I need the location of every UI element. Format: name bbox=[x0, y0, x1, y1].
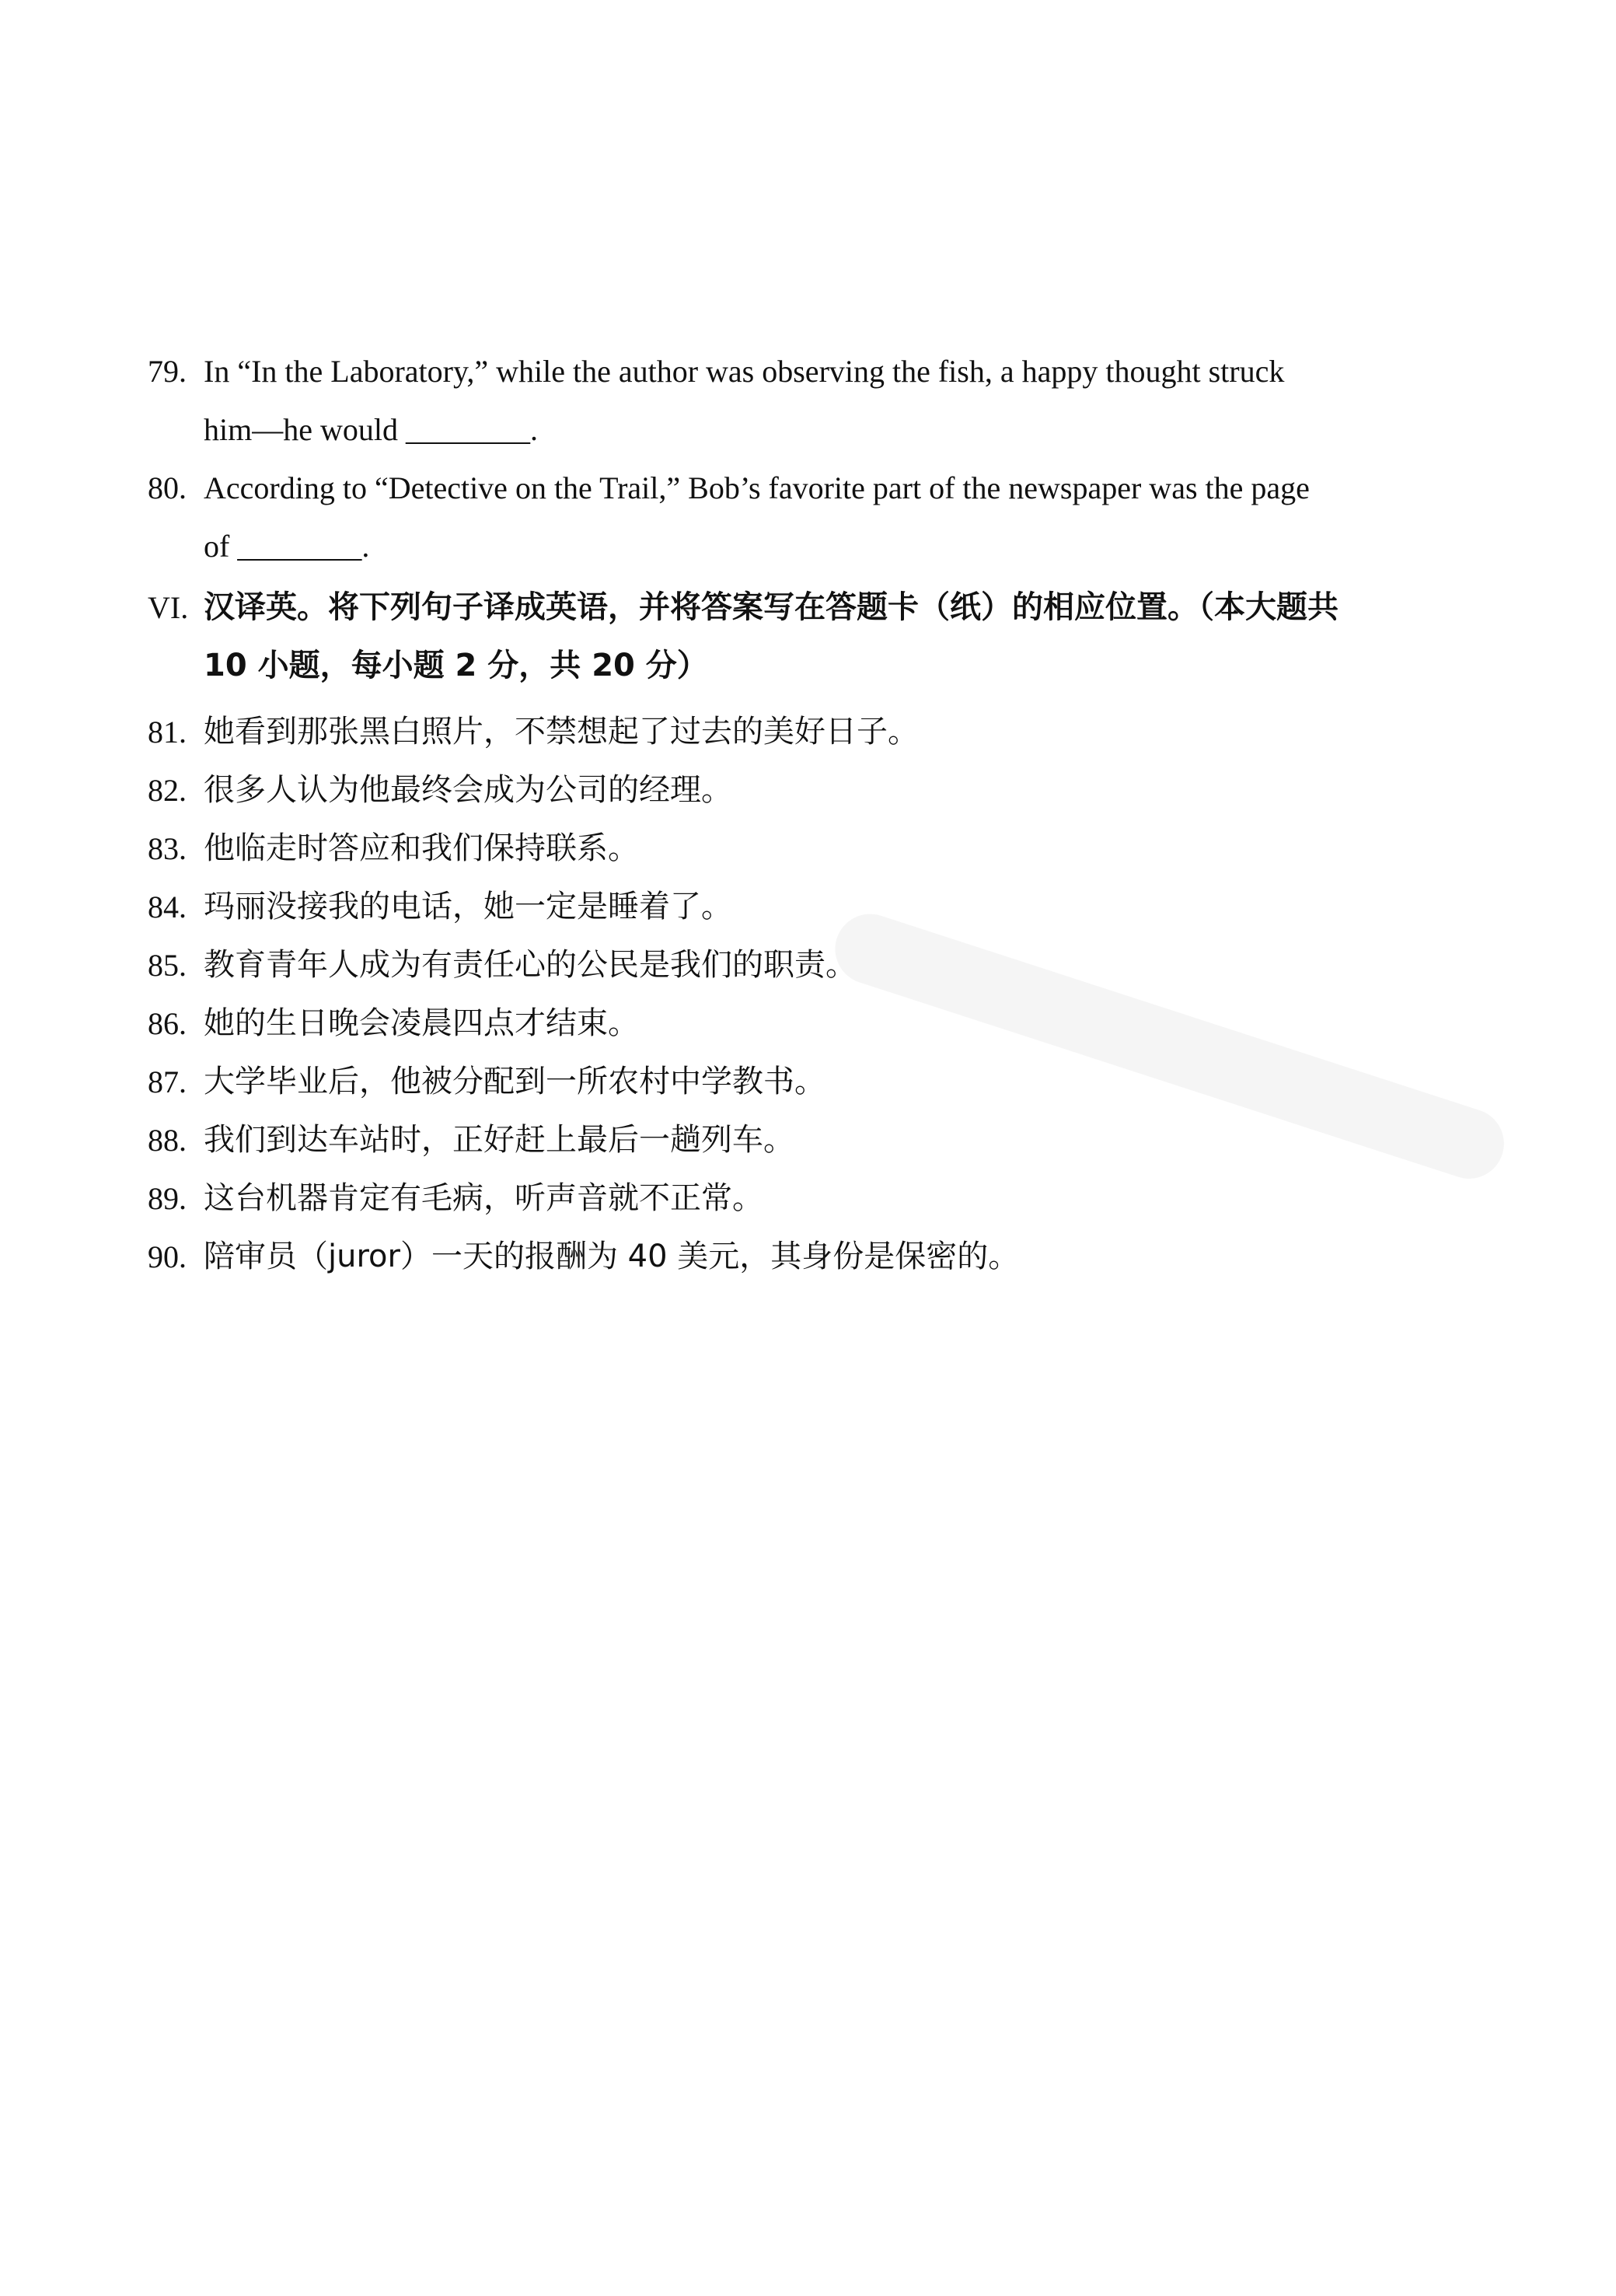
question-line-2: him—he would ________. bbox=[204, 412, 538, 447]
question-text: 陪审员（juror）一天的报酬为 40 美元，其身份是保密的。 bbox=[204, 1239, 1020, 1274]
page-content bbox=[148, 342, 1446, 1286]
question-89 bbox=[148, 1169, 1446, 1228]
question-number: 87. bbox=[148, 1064, 187, 1099]
question-number: 89. bbox=[148, 1181, 187, 1216]
question-80 bbox=[148, 459, 1446, 575]
question-text bbox=[204, 459, 1446, 575]
question-number: 84. bbox=[148, 889, 187, 924]
question-84 bbox=[148, 878, 1446, 936]
question-text: 教育青年人成为有责任心的公民是我们的职责。 bbox=[204, 947, 857, 983]
question-number: 81. bbox=[148, 715, 187, 750]
question-text: 她的生日晚会凌晨四点才结束。 bbox=[204, 1005, 639, 1041]
question-79 bbox=[148, 342, 1446, 459]
section-heading bbox=[148, 578, 1446, 695]
question-85 bbox=[148, 936, 1446, 994]
section-instructions bbox=[204, 578, 1446, 695]
question-number: 86. bbox=[148, 1006, 187, 1041]
question-number: 80. bbox=[148, 470, 187, 505]
section-line-1: 汉译英。将下列句子译成英语，并将答案写在答题卡（纸）的相应位置。（本大题共 bbox=[204, 589, 1339, 625]
question-text: 大学毕业后，他被分配到一所农村中学教书。 bbox=[204, 1064, 825, 1099]
translation-question-list bbox=[148, 703, 1446, 1286]
question-number: 82. bbox=[148, 773, 187, 808]
question-87 bbox=[148, 1053, 1446, 1111]
question-90 bbox=[148, 1228, 1446, 1286]
question-text: 很多人认为他最终会成为公司的经理。 bbox=[204, 772, 732, 808]
question-number: 79. bbox=[148, 354, 187, 389]
question-number: 83. bbox=[148, 831, 187, 866]
question-text: 这台机器肯定有毛病，听声音就不正常。 bbox=[204, 1180, 763, 1216]
question-number: 90. bbox=[148, 1239, 187, 1274]
section-line-2: 10 小题，每小题 2 分，共 20 分） bbox=[204, 648, 708, 683]
question-text: 他临走时答应和我们保持联系。 bbox=[204, 830, 639, 866]
question-text bbox=[204, 342, 1446, 459]
section-number: VI. bbox=[148, 590, 189, 625]
question-88 bbox=[148, 1111, 1446, 1169]
question-83 bbox=[148, 820, 1446, 878]
question-text: 玛丽没接我的电话，她一定是睡着了。 bbox=[204, 889, 732, 924]
question-number: 88. bbox=[148, 1123, 187, 1158]
question-line-2: of ________. bbox=[204, 529, 370, 564]
question-text: 我们到达车站时，正好赶上最后一趟列车。 bbox=[204, 1122, 794, 1158]
question-82 bbox=[148, 761, 1446, 820]
question-text: 她看到那张黑白照片，不禁想起了过去的美好日子。 bbox=[204, 714, 919, 750]
question-line-1: According to “Detective on the Trail,” Bob’s favorite part of the newspaper was the page bbox=[204, 470, 1310, 505]
question-81 bbox=[148, 703, 1446, 761]
question-line-1: In “In the Laboratory,” while the author was observing the fish, a happy thought struck bbox=[204, 354, 1285, 389]
question-number: 85. bbox=[148, 948, 187, 983]
question-86 bbox=[148, 994, 1446, 1053]
